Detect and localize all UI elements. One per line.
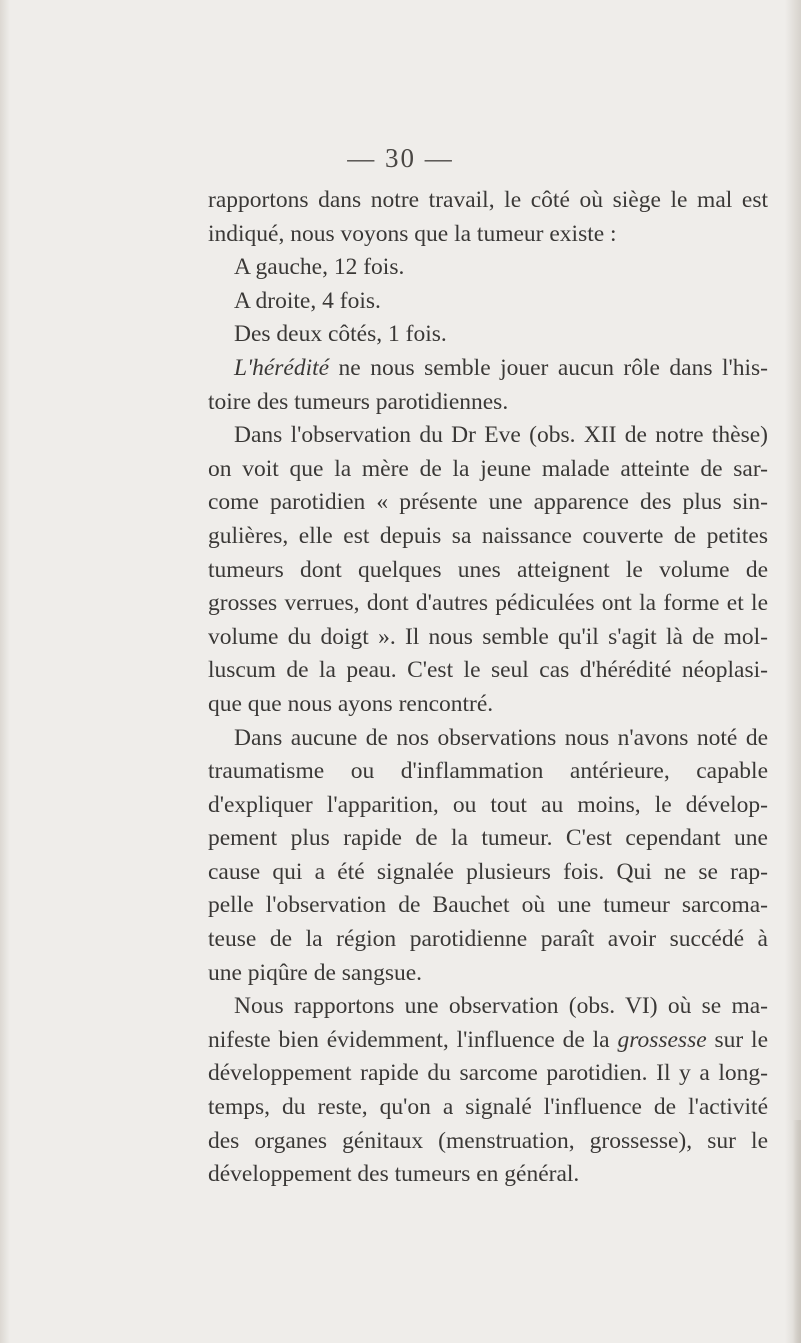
body-text	[208, 184, 768, 1192]
text-line: luscum de la peau. C'est le seul cas d'hérédité néoplasi-	[208, 657, 768, 684]
text-line: A gauche, 12 fois.	[234, 254, 405, 281]
text-line	[208, 1024, 768, 1058]
line-text: sur le	[706, 1026, 768, 1053]
line-text: nifeste bien évidemment, l'influence de la	[208, 1026, 618, 1053]
text-line: pement plus rapide de la tumeur. C'est cependant une	[208, 825, 768, 852]
text-line: grosses verrues, dont d'autres pédiculées ont la forme et le	[208, 590, 768, 617]
text-line: Dans l'observation du Dr Eve (obs. XII de notre thèse)	[234, 422, 768, 449]
text-line: gulières, elle est depuis sa naissance couverte de petites	[208, 522, 768, 549]
text-line: rapportons dans notre travail, le côté où siège le mal est	[208, 187, 768, 213]
page-number: — 30 —	[347, 143, 454, 173]
text-line: d'expliquer l'apparition, ou tout au moins, le dévelop-	[208, 791, 768, 818]
text-line: teuse de la région parotidienne paraît avoir succédé à	[208, 926, 768, 953]
italic-term: L'hérédité	[234, 354, 330, 381]
text-line: on voit que la mère de la jeune malade atteinte de sar-	[208, 455, 768, 482]
text-line: des organes génitaux (menstruation, grossesse), sur le	[208, 1127, 768, 1154]
text-line: que que nous ayons rencontré.	[208, 690, 494, 717]
page-edge-left	[0, 0, 10, 1343]
text-line: A droite, 4 fois.	[234, 287, 381, 314]
text-line: développement rapide du sarcome parotidien. Il y a long-	[208, 1060, 768, 1087]
text-line: indiqué, nous voyons que la tumeur existe :	[208, 220, 617, 247]
text-line: développement des tumeurs en général.	[208, 1161, 580, 1188]
text-line: cause qui a été signalée plusieurs fois. Qui ne se rap-	[208, 858, 768, 885]
text-line: come parotidien « présente une apparence des plus sin-	[208, 489, 768, 516]
text-line	[208, 352, 768, 386]
italic-term: grossesse	[617, 1026, 707, 1053]
line-text: ne nous semble jouer aucun rôle dans l'his-	[329, 354, 768, 381]
text-line: Dans aucune de nos observations nous n'avons noté de	[234, 724, 768, 751]
text-line: Nous rapportons une observation (obs. VI) où se ma-	[234, 993, 768, 1020]
text-line: Des deux côtés, 1 fois.	[234, 321, 447, 348]
text-line: toire des tumeurs parotidiennes.	[208, 388, 509, 415]
text-line: volume du doigt ». Il nous semble qu'il s'agit là de mol-	[208, 623, 768, 650]
text-line: tumeurs dont quelques unes atteignent le volume de	[208, 556, 768, 583]
text-line: traumatisme ou d'inflammation antérieure, capable	[208, 758, 768, 785]
text-line: pelle l'observation de Bauchet où une tumeur sarcoma-	[208, 892, 768, 919]
text-line: temps, du reste, qu'on a signalé l'influence de l'activité	[208, 1094, 768, 1121]
page-edge-shadow	[793, 1120, 801, 1343]
text-line: une piqûre de sangsue.	[208, 959, 423, 986]
